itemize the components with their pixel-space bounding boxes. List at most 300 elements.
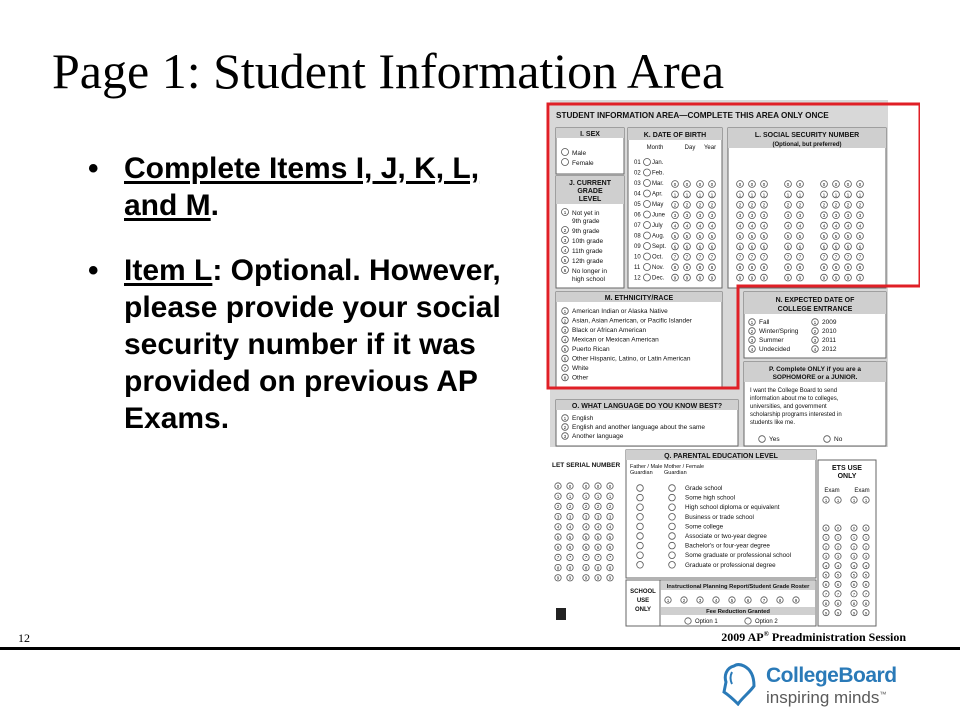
entrance-term-bubble-label: 3 xyxy=(750,337,754,343)
ets-digit-bubble-label: 3 xyxy=(836,553,840,559)
ssn-digit-bubble-label: 3 xyxy=(750,213,754,219)
school-roster-bubble-label: 9 xyxy=(794,597,798,603)
sophomore-yes: Yes xyxy=(769,436,780,443)
ssn-digit-bubble-label: 6 xyxy=(762,244,766,250)
dob-digit-bubble-label: 8 xyxy=(698,265,702,271)
language-bubble-label: 2 xyxy=(563,424,567,430)
entrance-year: 2009 xyxy=(822,319,837,326)
dob-digit-bubble-label: 3 xyxy=(698,213,702,219)
entrance-term-bubble-label: 4 xyxy=(750,346,754,352)
dob-digit-bubble-label: 7 xyxy=(698,254,702,260)
bullet-text: : Optional. However, please provide your social security number if it was provided on previous AP Exams. xyxy=(124,254,501,435)
parental-father-bubble xyxy=(637,533,644,540)
ssn-digit-bubble-label: 6 xyxy=(858,244,862,250)
ssn-digit-bubble-label: 1 xyxy=(738,192,742,198)
ssn-digit-bubble-label: 9 xyxy=(798,275,802,281)
ssn-digit-bubble-label: 3 xyxy=(858,213,862,219)
ssn-digit-bubble-label: 4 xyxy=(798,223,802,229)
parental-father-header-2: Guardian xyxy=(630,470,653,476)
dob-month-label: Dec. xyxy=(652,275,665,282)
dob-digit-bubble-label: 5 xyxy=(685,233,689,239)
serial-digit-bubble-label: 5 xyxy=(584,534,588,540)
ssn-digit-bubble-label: 5 xyxy=(834,233,838,239)
ets-digit-bubble-label: 6 xyxy=(824,582,828,588)
serial-digit-bubble-label: 2 xyxy=(556,504,560,510)
grade-option: 10th grade xyxy=(572,238,604,245)
dob-month-code: 06 xyxy=(634,212,641,219)
trademark-mark: ™ xyxy=(879,691,887,699)
grade-bubble-label: 3 xyxy=(563,237,567,243)
ssn-digit-bubble-label: 3 xyxy=(762,213,766,219)
dob-month-bubble xyxy=(644,243,651,250)
ets-digit-bubble-label: 9 xyxy=(852,610,856,616)
ethnicity-option: Mexican or Mexican American xyxy=(572,336,659,344)
ets-digit-bubble-label: 4 xyxy=(852,563,856,569)
school-title: SCHOOL xyxy=(630,589,656,595)
school-option1: Option 1 xyxy=(695,619,718,625)
answer-sheet-drawing xyxy=(540,100,920,630)
ssn-digit-bubble-label: 8 xyxy=(738,265,742,271)
dob-digit-bubble-label: 4 xyxy=(710,223,714,229)
ets-digit-bubble-label: 4 xyxy=(864,563,868,569)
school-roster-bubble-label: 1 xyxy=(666,597,670,603)
ssn-digit-bubble-label: 1 xyxy=(834,192,838,198)
serial-digit-bubble-label: 6 xyxy=(596,544,600,550)
parental-father-bubble xyxy=(637,504,644,511)
sophomore-title: P. Complete ONLY if you are a xyxy=(769,366,861,373)
grade-option: 12th grade xyxy=(572,258,604,265)
ssn-digit-bubble-label: 7 xyxy=(762,254,766,260)
dob-month-label: Mar. xyxy=(652,181,664,187)
parental-mother-bubble xyxy=(669,514,676,521)
dob-year-header: Year xyxy=(703,145,717,151)
ets-digit-bubble-label: 0 xyxy=(836,525,840,531)
dob-digit-bubble-label: 3 xyxy=(710,213,714,219)
dob-digit-bubble-label: 4 xyxy=(673,223,677,229)
session-suffix: Preadministration Session xyxy=(768,630,906,644)
parental-father-bubble xyxy=(637,523,644,530)
parental-option: Grade school xyxy=(685,485,723,492)
ets-digit-bubble-label: 2 xyxy=(864,544,868,550)
ssn-digit-bubble-label: 3 xyxy=(798,213,802,219)
dob-month-label: May xyxy=(652,202,664,208)
bullet-dot: • xyxy=(88,152,99,185)
answer-sheet-image xyxy=(540,100,920,630)
ets-digit-bubble-label: 0 xyxy=(824,525,828,531)
serial-digit-bubble-label: 6 xyxy=(608,544,612,550)
sex-option: Female xyxy=(572,160,594,167)
serial-digit-bubble-label: 0 xyxy=(556,483,560,489)
serial-digit-bubble-label: 0 xyxy=(596,483,600,489)
parental-option: Some college xyxy=(685,523,724,531)
ethnicity-option: Other xyxy=(572,374,589,382)
entrance-term: Winter/Spring xyxy=(759,328,799,335)
entrance-year-bubble-label: 4 xyxy=(813,346,817,352)
dob-month-code: 05 xyxy=(634,202,641,208)
ssn-digit-bubble-label: 0 xyxy=(798,181,802,187)
ethnicity-bubble-label: 8 xyxy=(563,375,567,381)
ssn-digit-bubble-label: 0 xyxy=(750,181,754,187)
dob-digit-bubble-label: 2 xyxy=(685,202,689,208)
ssn-digit-bubble-label: 2 xyxy=(822,202,826,208)
ets-digit-bubble-label: 9 xyxy=(864,610,868,616)
school-fee: Fee Reduction Granted xyxy=(706,609,770,615)
ets-title: ETS USE xyxy=(832,465,862,472)
sheet-header: STUDENT INFORMATION AREA—COMPLETE THIS AREA ONLY ONCE xyxy=(556,111,829,120)
serial-digit-bubble-label: 2 xyxy=(584,504,588,510)
dob-digit-bubble-label: 6 xyxy=(698,244,702,250)
school-title: USE xyxy=(636,598,650,604)
ssn-digit-bubble-label: 4 xyxy=(750,223,754,229)
ssn-digit-bubble-label: 4 xyxy=(858,223,862,229)
ssn-digit-bubble-label: 6 xyxy=(738,244,742,250)
ssn-digit-bubble-label: 9 xyxy=(846,275,850,281)
ssn-digit-bubble-label: 6 xyxy=(846,244,850,250)
ssn-subtitle: (Optional, but preferred) xyxy=(772,142,842,148)
ets-col1: Exam xyxy=(824,488,840,494)
bullet-item xyxy=(88,150,508,224)
ssn-digit-bubble-label: 7 xyxy=(846,254,850,260)
parental-mother-header: Mother / Female xyxy=(664,464,705,470)
grade-option: 9th grade xyxy=(572,218,600,225)
dob-digit-bubble-label: 0 xyxy=(710,181,714,187)
entrance-year-bubble-label: 2 xyxy=(813,328,817,334)
ets-digit-bubble-label: 2 xyxy=(824,544,828,550)
ets-col2: Exam xyxy=(854,488,870,494)
ssn-digit-bubble-label: 8 xyxy=(750,265,754,271)
ets-exam-bubble-label: 1 xyxy=(824,497,828,503)
serial-digit-bubble-label: 0 xyxy=(608,483,612,489)
serial-digit-bubble-label: 9 xyxy=(596,575,600,581)
ssn-digit-bubble-label: 6 xyxy=(822,244,826,250)
serial-title: LET SERIAL NUMBER xyxy=(552,462,621,469)
bullet-list xyxy=(88,150,508,437)
parental-father-bubble xyxy=(637,562,644,569)
bullet-dot: • xyxy=(88,254,99,287)
serial-digit-bubble-label: 1 xyxy=(556,493,560,499)
dob-month-code: 11 xyxy=(634,265,641,271)
dob-digit-bubble-label: 4 xyxy=(698,223,702,229)
parental-father-bubble xyxy=(637,514,644,521)
ets-digit-bubble-label: 5 xyxy=(864,572,868,578)
parental-mother-header-2: Guardian xyxy=(664,470,687,476)
ssn-digit-bubble-label: 0 xyxy=(762,181,766,187)
school-roster-bubble-label: 4 xyxy=(714,597,718,603)
serial-digit-bubble-label: 8 xyxy=(556,565,560,571)
ets-digit-bubble-label: 4 xyxy=(836,563,840,569)
dob-digit-bubble-label: 0 xyxy=(698,181,702,187)
ssn-digit-bubble-label: 2 xyxy=(798,202,802,208)
serial-digit-bubble-label: 5 xyxy=(568,534,572,540)
entrance-term: Undecided xyxy=(759,346,791,353)
ssn-digit-bubble-label: 1 xyxy=(798,192,802,198)
ssn-digit-bubble-label: 7 xyxy=(738,254,742,260)
parental-father-bubble xyxy=(637,542,644,549)
serial-digit-bubble-label: 9 xyxy=(584,575,588,581)
sophomore-text: students like me. xyxy=(750,420,796,426)
dob-month-code: 04 xyxy=(634,191,641,198)
ets-digit-bubble-label: 9 xyxy=(824,610,828,616)
dob-digit-bubble-label: 0 xyxy=(685,181,689,187)
dob-digit-bubble-label: 7 xyxy=(685,254,689,260)
serial-digit-bubble-label: 3 xyxy=(556,514,560,520)
ets-digit-bubble-label: 5 xyxy=(852,572,856,578)
serial-digit-bubble-label: 2 xyxy=(596,504,600,510)
ssn-digit-bubble-label: 4 xyxy=(762,223,766,229)
dob-digit-bubble-label: 7 xyxy=(673,254,677,260)
entrance-title: COLLEGE ENTRANCE xyxy=(777,306,853,313)
sex-title: I. SEX xyxy=(580,131,600,138)
sophomore-title: SOPHOMORE or a JUNIOR. xyxy=(772,374,858,381)
ets-digit-bubble-label: 1 xyxy=(836,535,840,541)
ets-exam-bubble-label: 1 xyxy=(836,497,840,503)
dob-month-label: July xyxy=(652,223,663,229)
dob-month-label: Sept. xyxy=(652,244,667,250)
dob-month-bubble xyxy=(644,232,651,239)
school-roster-bubble-label: 2 xyxy=(682,597,686,603)
ets-digit-bubble-label: 5 xyxy=(824,572,828,578)
grade-bubble-label: 5 xyxy=(563,257,567,263)
dob-digit-bubble-label: 3 xyxy=(685,213,689,219)
serial-digit-bubble-label: 7 xyxy=(608,555,612,561)
ethnicity-bubble-label: 5 xyxy=(563,346,567,352)
ssn-digit-bubble-label: 3 xyxy=(786,213,790,219)
ssn-digit-bubble-label: 9 xyxy=(738,275,742,281)
grade-bubble-label: 1 xyxy=(563,209,567,215)
sophomore-text: universities, and government xyxy=(750,404,827,410)
parental-father-bubble xyxy=(637,485,644,492)
ssn-digit-bubble-label: 5 xyxy=(738,233,742,239)
serial-digit-bubble-label: 3 xyxy=(584,514,588,520)
serial-digit-bubble-label: 6 xyxy=(584,544,588,550)
ssn-digit-bubble-label: 5 xyxy=(822,233,826,239)
timing-mark xyxy=(556,608,566,620)
ssn-digit-bubble-label: 8 xyxy=(762,265,766,271)
serial-digit-bubble-label: 1 xyxy=(608,493,612,499)
dob-month-bubble xyxy=(644,180,651,187)
ssn-digit-bubble-label: 2 xyxy=(834,202,838,208)
dob-digit-bubble-label: 1 xyxy=(673,192,677,198)
ssn-digit-bubble-label: 0 xyxy=(822,181,826,187)
dob-digit-bubble-label: 8 xyxy=(710,265,714,271)
sophomore-no: No xyxy=(834,436,843,443)
ssn-digit-bubble-label: 2 xyxy=(738,202,742,208)
ssn-digit-bubble-label: 1 xyxy=(858,192,862,198)
dob-digit-bubble-label: 9 xyxy=(673,275,677,281)
language-option: English and another language about the same xyxy=(572,424,705,431)
serial-digit-bubble-label: 9 xyxy=(556,575,560,581)
ssn-digit-bubble-label: 9 xyxy=(750,275,754,281)
ssn-digit-bubble-label: 5 xyxy=(858,233,862,239)
sophomore-text: information about me to colleges, xyxy=(750,396,839,402)
dob-month-label: June xyxy=(652,212,666,219)
ssn-title: L. SOCIAL SECURITY NUMBER xyxy=(754,132,860,139)
dob-digit-bubble-label: 9 xyxy=(710,275,714,281)
ssn-digit-bubble-label: 7 xyxy=(798,254,802,260)
ssn-digit-bubble-label: 8 xyxy=(798,265,802,271)
parental-father-header: Father / Male xyxy=(630,464,663,470)
registered-mark: ® xyxy=(763,630,769,638)
parental-title: Q. PARENTAL EDUCATION LEVEL xyxy=(664,453,778,460)
parental-mother-bubble xyxy=(669,552,676,559)
dob-digit-bubble-label: 5 xyxy=(673,233,677,239)
ets-digit-bubble-label: 6 xyxy=(852,582,856,588)
dob-digit-bubble-label: 2 xyxy=(710,202,714,208)
dob-month-bubble xyxy=(644,190,651,197)
grade-bubble-label: 4 xyxy=(563,247,567,253)
ssn-digit-bubble-label: 7 xyxy=(858,254,862,260)
ethnicity-bubble-label: 3 xyxy=(563,327,567,333)
ethnicity-option: Asian, Asian American, or Pacific Islander xyxy=(572,317,692,325)
serial-digit-bubble-label: 6 xyxy=(568,544,572,550)
sex-bubble xyxy=(562,159,569,166)
ssn-digit-bubble-label: 4 xyxy=(822,223,826,229)
ethnicity-option: White xyxy=(572,365,589,372)
grade-option: Not yet in xyxy=(572,210,600,217)
ssn-digit-bubble-label: 6 xyxy=(750,244,754,250)
parental-option: Associate or two-year degree xyxy=(685,533,767,540)
dob-digit-bubble-label: 4 xyxy=(685,223,689,229)
school-option1-bubble xyxy=(685,618,691,624)
ssn-digit-bubble-label: 8 xyxy=(846,265,850,271)
grade-option: high school xyxy=(572,276,605,283)
parental-option: Some high school xyxy=(685,494,736,502)
serial-digit-bubble-label: 1 xyxy=(568,493,572,499)
ssn-digit-bubble-label: 1 xyxy=(750,192,754,198)
ssn-digit-bubble-label: 4 xyxy=(834,223,838,229)
ssn-digit-bubble-label: 4 xyxy=(738,223,742,229)
dob-month-code: 03 xyxy=(634,181,641,187)
dob-digit-bubble-label: 1 xyxy=(685,192,689,198)
dob-digit-bubble-label: 3 xyxy=(673,213,677,219)
ssn-digit-bubble-label: 5 xyxy=(786,233,790,239)
dob-month-label: Jan. xyxy=(652,160,664,166)
parental-mother-bubble xyxy=(669,494,676,501)
entrance-year: 2012 xyxy=(822,346,837,353)
entrance-term-bubble-label: 1 xyxy=(750,319,754,325)
dob-month-code: 12 xyxy=(634,275,641,282)
ets-digit-bubble-label: 5 xyxy=(836,572,840,578)
sophomore-text: scholarship programs interested in xyxy=(750,412,842,418)
ets-digit-bubble-label: 3 xyxy=(864,553,868,559)
ssn-digit-bubble-label: 7 xyxy=(750,254,754,260)
serial-digit-bubble-label: 1 xyxy=(584,493,588,499)
dob-digit-bubble-label: 9 xyxy=(698,275,702,281)
dob-digit-bubble-label: 1 xyxy=(710,192,714,198)
ssn-digit-bubble-label: 4 xyxy=(846,223,850,229)
page-number: 12 xyxy=(18,631,30,645)
ethnicity-bubble-label: 2 xyxy=(563,318,567,324)
ssn-digit-bubble-label: 6 xyxy=(798,244,802,250)
grade-option: 11th grade xyxy=(572,248,603,255)
grade-bubble-label: 6 xyxy=(563,267,567,273)
logo-name: CollegeBoard xyxy=(766,664,897,687)
ethnicity-bubble-label: 7 xyxy=(563,365,567,371)
dob-month-bubble xyxy=(644,169,651,176)
serial-digit-bubble-label: 5 xyxy=(608,534,612,540)
parental-option: High school diploma or equivalent xyxy=(685,504,780,512)
parental-mother-bubble xyxy=(669,562,676,569)
ets-digit-bubble-label: 8 xyxy=(836,600,840,606)
grade-title: J. CURRENT xyxy=(568,180,612,187)
language-option: Another language xyxy=(572,433,624,440)
serial-digit-bubble-label: 3 xyxy=(608,514,612,520)
slide-title: Page 1: Student Information Area xyxy=(52,43,725,99)
dob-month-code: 01 xyxy=(634,160,641,166)
dob-month-bubble xyxy=(644,264,651,271)
serial-digit-bubble-label: 8 xyxy=(584,565,588,571)
dob-month-bubble xyxy=(644,253,651,260)
dob-month-label: Nov. xyxy=(652,265,664,271)
serial-digit-bubble-label: 7 xyxy=(568,555,572,561)
serial-digit-bubble-label: 4 xyxy=(568,524,572,530)
parental-option: Business or trade school xyxy=(685,513,754,521)
entrance-year: 2011 xyxy=(822,337,836,344)
ets-digit-bubble-label: 4 xyxy=(824,563,828,569)
ssn-digit-bubble-label: 8 xyxy=(834,265,838,271)
ssn-digit-bubble-label: 1 xyxy=(762,192,766,198)
collegeboard-logo xyxy=(720,662,897,710)
ssn-digit-bubble-label: 2 xyxy=(762,202,766,208)
dob-month-code: 02 xyxy=(634,170,641,177)
dob-digit-bubble-label: 1 xyxy=(698,192,702,198)
ssn-digit-bubble-label: 6 xyxy=(834,244,838,250)
ssn-digit-bubble-label: 0 xyxy=(858,181,862,187)
ssn-digit-bubble-label: 5 xyxy=(762,233,766,239)
ets-digit-bubble-label: 0 xyxy=(864,525,868,531)
grade-option: No longer in xyxy=(572,268,608,275)
school-option2: Option 2 xyxy=(755,619,778,625)
bullet-item xyxy=(88,252,508,437)
ssn-digit-bubble-label: 3 xyxy=(834,213,838,219)
serial-digit-bubble-label: 2 xyxy=(608,504,612,510)
parental-option: Some graduate or professional school xyxy=(685,552,792,560)
ssn-digit-bubble-label: 1 xyxy=(846,192,850,198)
ets-digit-bubble-label: 2 xyxy=(836,544,840,550)
serial-digit-bubble-label: 0 xyxy=(568,483,572,489)
dob-month-bubble xyxy=(644,222,651,229)
ethnicity-bubble-label: 1 xyxy=(563,308,567,314)
sex-bubble xyxy=(562,149,569,156)
dob-digit-bubble-label: 8 xyxy=(685,265,689,271)
ets-digit-bubble-label: 8 xyxy=(864,600,868,606)
logo-tagline-text: inspiring minds xyxy=(766,688,880,707)
ets-digit-bubble-label: 1 xyxy=(852,535,856,541)
grade-title: LEVEL xyxy=(578,196,602,203)
ethnicity-title: M. ETHNICITY/RACE xyxy=(604,295,674,302)
acorn-logo-icon xyxy=(720,662,760,706)
school-roster-bubble-label: 3 xyxy=(698,597,702,603)
parental-mother-bubble xyxy=(669,542,676,549)
ets-digit-bubble-label: 6 xyxy=(864,582,868,588)
ets-exam-bubble-label: 1 xyxy=(852,497,856,503)
ssn-digit-bubble-label: 4 xyxy=(786,223,790,229)
ethnicity-bubble-label: 4 xyxy=(563,337,567,343)
serial-digit-bubble-label: 1 xyxy=(596,493,600,499)
dob-month-bubble xyxy=(644,201,651,208)
bullet-underlined: Complete Items I, J, K, L, and M xyxy=(124,152,480,222)
ets-digit-bubble-label: 0 xyxy=(852,525,856,531)
serial-digit-bubble-label: 8 xyxy=(596,565,600,571)
ets-digit-bubble-label: 7 xyxy=(824,591,828,597)
school-option2-bubble xyxy=(745,618,751,624)
entrance-term: Fall xyxy=(759,319,770,326)
serial-digit-bubble-label: 7 xyxy=(584,555,588,561)
dob-digit-bubble-label: 8 xyxy=(673,265,677,271)
dob-digit-bubble-label: 2 xyxy=(673,202,677,208)
ethnicity-option: Puerto Rican xyxy=(572,346,610,353)
ets-digit-bubble-label: 1 xyxy=(824,535,828,541)
